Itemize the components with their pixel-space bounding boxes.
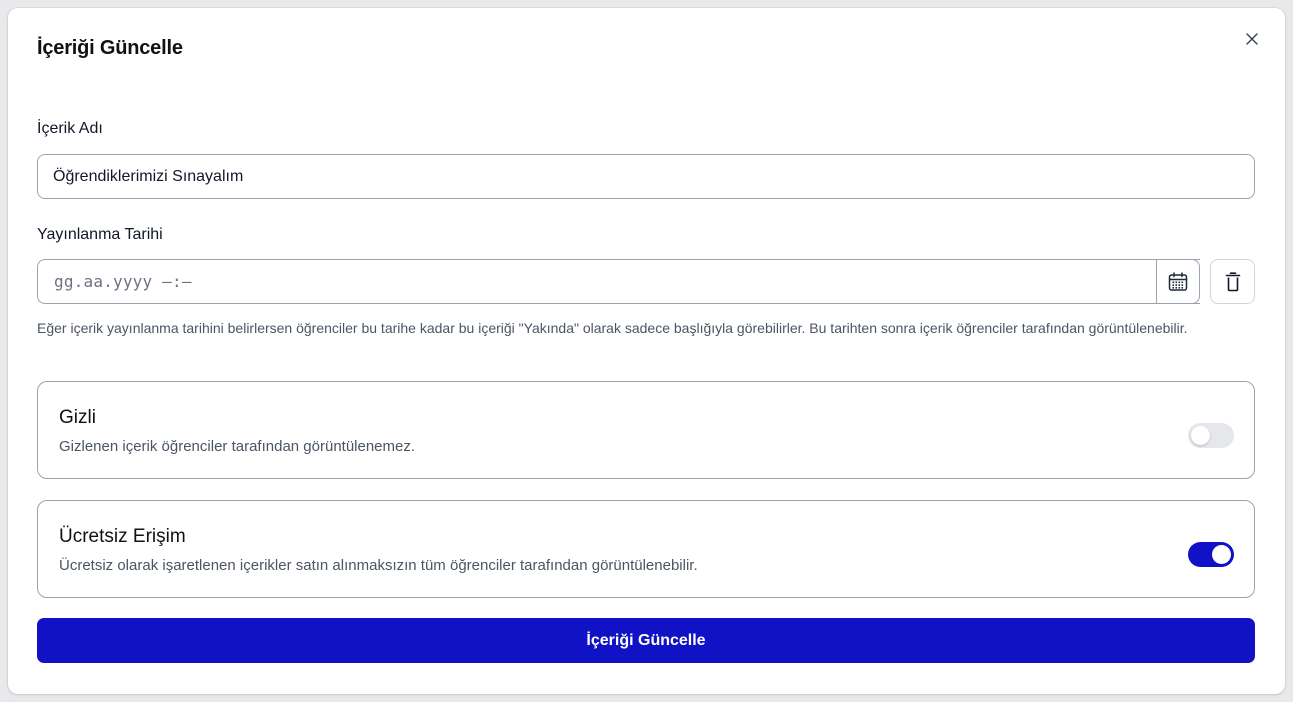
trash-icon — [1225, 272, 1241, 292]
free-access-description: Ücretsiz olarak işaretlenen içerikler satın alınmaksızın tüm öğrenciler tarafından görüntülenebilir. — [59, 557, 698, 574]
clear-date-button[interactable] — [1210, 259, 1255, 304]
calendar-icon — [1167, 271, 1189, 293]
hidden-toggle[interactable] — [1188, 423, 1234, 448]
calendar-button[interactable] — [1156, 259, 1200, 304]
update-content-button[interactable]: İçeriği Güncelle — [37, 618, 1255, 663]
hidden-setting-card — [37, 381, 1255, 479]
publish-date-helper: Eğer içerik yayınlanma tarihini belirlersen öğrenciler bu tarihe kadar bu içeriği "Yakında" olarak sadece başlığıyla görebilirler. Bu tarihten sonra içerik öğrenciler tarafından görüntülenebilir. — [37, 320, 1188, 336]
hidden-title: Gizli — [59, 407, 96, 428]
update-content-modal — [8, 8, 1285, 694]
close-button[interactable] — [1241, 28, 1263, 50]
publish-date-placeholder: gg.aa.yyyy —:— — [54, 272, 192, 291]
publish-date-label: Yayınlanma Tarihi — [37, 226, 163, 243]
free-access-toggle[interactable] — [1188, 542, 1234, 567]
toggle-knob — [1212, 545, 1231, 564]
free-access-setting-card — [37, 500, 1255, 598]
close-icon — [1245, 32, 1259, 46]
content-name-label: İçerik Adı — [37, 120, 103, 137]
publish-date-input[interactable] — [37, 259, 1200, 304]
content-name-value: Öğrendiklerimizi Sınayalım — [53, 167, 244, 185]
content-name-input[interactable] — [37, 154, 1255, 199]
toggle-knob — [1191, 426, 1210, 445]
hidden-description: Gizlenen içerik öğrenciler tarafından görüntülenemez. — [59, 438, 416, 455]
free-access-title: Ücretsiz Erişim — [59, 526, 186, 547]
modal-title: İçeriği Güncelle — [37, 37, 183, 59]
